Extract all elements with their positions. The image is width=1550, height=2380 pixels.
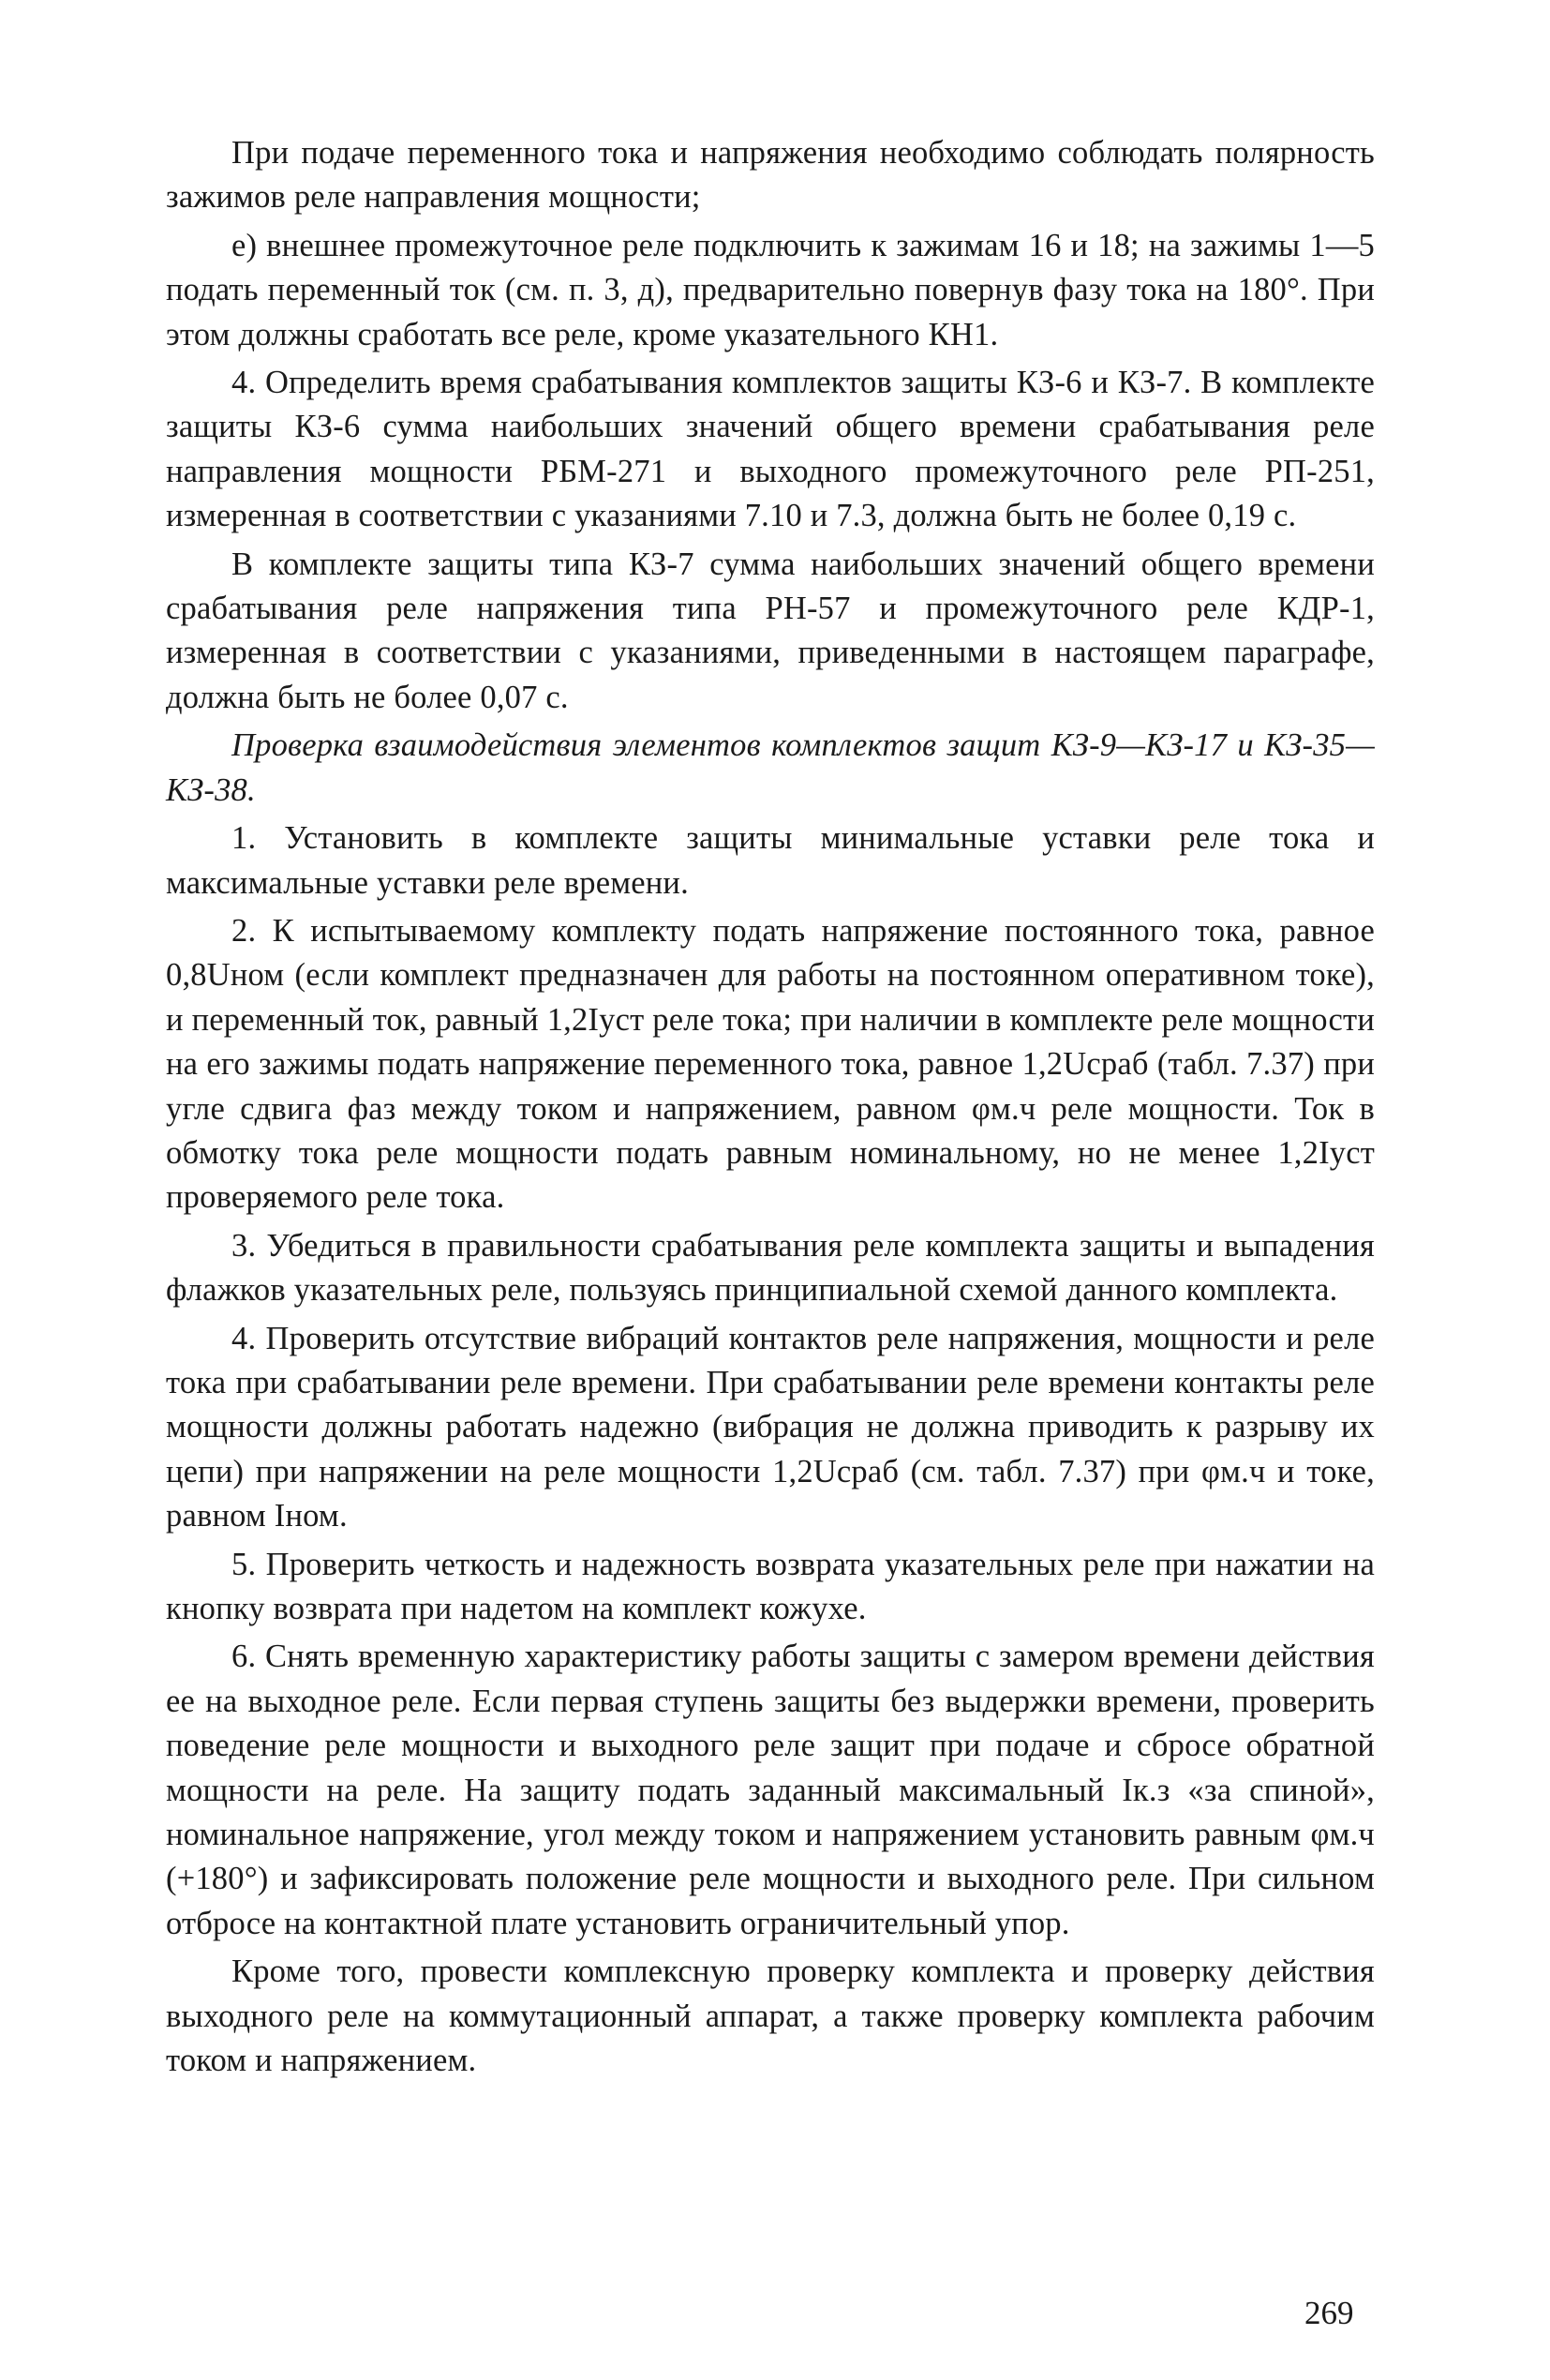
paragraph-kz7-timing: В комплекте защиты типа КЗ-7 сумма наибольших значений общего времени срабатывания реле напряжения типа РН-57 и промежуточного реле КДР-1, измеренная в соответствии с указаниями, приведенными в настоящем параграфе, должна быть не более 0,07 с. (166, 546, 1375, 715)
paragraph-step-1: 1. Установить в комплекте защиты минимальные уставки реле тока и максимальные уставки реле времени. (166, 820, 1375, 901)
paragraph-step-4: 4. Проверить отсутствие вибраций контактов реле напряжения, мощности и реле тока при срабатывании реле времени. При срабатывании реле времени контакты реле мощности должны работать надежно (вибрация не должна приводить к разрыву их цепи) при напряжении на реле мощности 1,2Uсраб (см. табл. 7.37) при φм.ч и токе, равном Iном. (166, 1320, 1375, 1534)
paragraph-step-6: 6. Снять временную характеристику работы защиты с замером времени действия ее на выходное реле. Если первая ступень защиты без выдержки времени, проверить поведение реле мощности и выходного реле защит при подаче и сбросе обратной мощности на реле. На защиту подать заданный максимальный Iк.з «за спиной», номинальное напряжение, угол между током и напряжением установить равным φм.ч (+180°) и зафиксировать положение реле мощности и выходного реле. При сильном отбросе на контактной плате установить ограничительный упор. (166, 1639, 1375, 1941)
paragraph-step-5: 5. Проверить четкость и надежность возврата указательных реле при нажатии на кнопку возврата при надетом на комплект кожухе. (166, 1546, 1375, 1626)
paragraph-step-3: 3. Убедиться в правильности срабатывания реле комплекта защиты и выпадения флажков указательных реле, пользуясь принципиальной схемой данного комплекта. (166, 1227, 1375, 1309)
paragraph-step-2: 2. К испытываемому комплекту подать напряжение постоянного тока, равное 0,8Uном (если комплект предназначен для работы на постоянном оперативном токе), и переменный ток, равный 1,2Iуст реле тока; при наличии в комплекте реле мощности на его зажимы подать напряжение переменного тока, равное 1,2Uсраб (табл. 7.37) при угле сдвига фаз между током и напряжением, равном φм.ч реле мощности. Ток в обмотку тока реле мощности подать равным номинальному, но не менее 1,2Iуст проверяемого реле тока. (166, 912, 1375, 1216)
paragraph-item-e: е) внешнее промежуточное реле подключить к зажимам 16 и 18; на зажимы 1—5 подать переменный ток (см. п. 3, д), предварительно повернув фазу тока на 180°. При этом должны сработать все реле, кроме указательного КН1. (166, 227, 1375, 352)
paragraph-polarity: При подаче переменного тока и напряжения необходимо соблюдать полярность зажимов реле направления мощности; (166, 135, 1375, 216)
paragraph-closing: Кроме того, провести комплексную проверку комплекта и проверку действия выходного реле на коммутационный аппарат, а также проверку комплекта рабочим током и напряжением. (166, 1953, 1375, 2079)
page-number: 269 (1304, 2295, 1354, 2331)
body-text (166, 131, 1375, 2083)
paragraph-item-4-kz6-kz7: 4. Определить время срабатывания комплектов защиты КЗ-6 и КЗ-7. В комплекте защиты КЗ-6 сумма наибольших значений общего времени срабатывания реле направления мощности РБМ-271 и выходного промежуточного реле РП-251, измеренная в соответствии с указаниями 7.10 и 7.3, должна быть не более 0,19 с. (166, 365, 1375, 534)
section-heading: Проверка взаимодействия элементов комплектов защит КЗ-9—КЗ-17 и КЗ-35—КЗ-38. (166, 727, 1375, 808)
